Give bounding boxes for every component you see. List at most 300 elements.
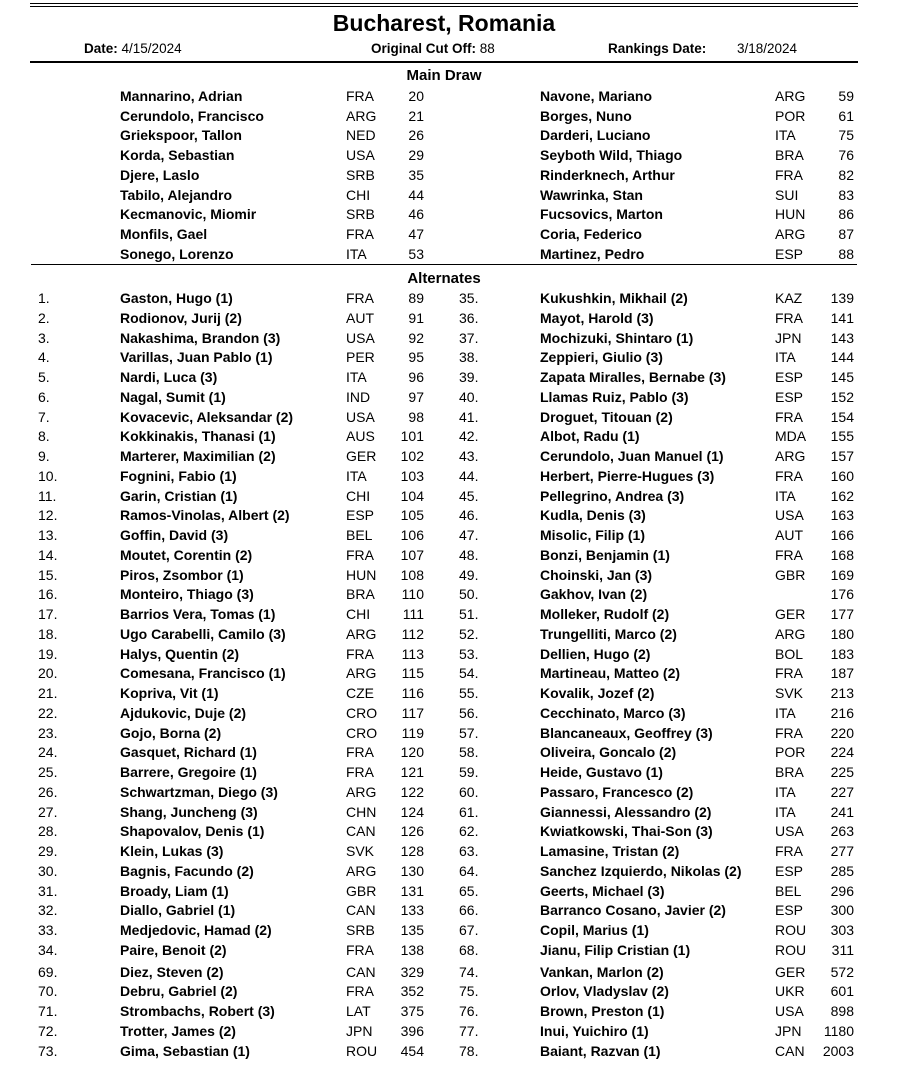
player-country: FRA — [346, 547, 374, 563]
player-name: Moutet, Corentin (2) — [120, 547, 253, 563]
alternate-number: 1. — [38, 290, 50, 306]
player-rank: 110 — [401, 586, 424, 602]
player-country: ARG — [775, 226, 806, 242]
player-rank: 183 — [830, 646, 854, 662]
player-name: Sanchez Izquierdo, Nikolas (2) — [540, 863, 742, 879]
player-rank: 213 — [830, 685, 854, 701]
player-name: Passaro, Francesco (2) — [540, 784, 694, 800]
player-name: Cerundolo, Francisco — [120, 108, 264, 124]
player-country: FRA — [346, 646, 374, 662]
player-name: Kukushkin, Mikhail (2) — [540, 290, 688, 306]
player-name: Molleker, Rudolf (2) — [540, 606, 670, 622]
player-name: Copil, Marius (1) — [540, 922, 649, 938]
player-name: Kovacevic, Aleksandar (2) — [120, 409, 294, 425]
player-rank: 141 — [830, 310, 854, 326]
player-name: Wawrinka, Stan — [540, 187, 643, 203]
player-name: Gasquet, Richard (1) — [120, 744, 257, 760]
alternate-number: 48. — [459, 547, 479, 563]
player-rank: 352 — [400, 983, 424, 999]
player-rank: 135 — [400, 922, 424, 938]
player-rank: 108 — [400, 567, 424, 583]
player-rank: 26 — [408, 127, 424, 143]
player-name: Barranco Cosano, Javier (2) — [540, 902, 726, 918]
player-name: Trotter, James (2) — [120, 1023, 236, 1039]
player-country: KAZ — [775, 290, 803, 306]
alternate-number: 11. — [38, 488, 57, 504]
player-name: Oliveira, Goncalo (2) — [540, 744, 677, 760]
player-country: FRA — [346, 764, 374, 780]
alternate-number: 74. — [459, 964, 479, 980]
player-rank: 2003 — [822, 1043, 854, 1059]
player-rank: 139 — [830, 290, 854, 306]
date-label: Date: — [84, 41, 118, 56]
alternate-number: 77. — [459, 1023, 479, 1039]
alternate-number: 56. — [459, 705, 479, 721]
player-name: Djere, Laslo — [120, 167, 200, 183]
player-rank: 91 — [408, 310, 424, 326]
player-name: Kokkinakis, Thanasi (1) — [120, 428, 276, 444]
player-rank: 169 — [830, 567, 854, 583]
player-name: Ramos-Vinolas, Albert (2) — [120, 507, 290, 523]
player-name: Choinski, Jan (3) — [540, 567, 653, 583]
alternate-number: 19. — [38, 646, 58, 662]
player-name: Trungelliti, Marco (2) — [540, 626, 677, 642]
player-country: GBR — [775, 567, 806, 583]
player-name: Albot, Radu (1) — [540, 428, 640, 444]
player-name: Orlov, Vladyslav (2) — [540, 983, 669, 999]
player-name: Varillas, Juan Pablo (1) — [120, 349, 273, 365]
player-rank: 303 — [830, 922, 854, 938]
alternate-number: 39. — [459, 369, 479, 385]
player-name: Garin, Cristian (1) — [120, 488, 238, 504]
player-name: Rinderknech, Arthur — [540, 167, 675, 183]
alternate-number: 65. — [459, 883, 479, 899]
date-value: 4/15/2024 — [121, 41, 182, 56]
player-rank: 311 — [831, 942, 854, 958]
player-rank: 216 — [830, 705, 854, 721]
alternate-number: 23. — [38, 725, 58, 741]
player-rank: 300 — [830, 902, 854, 918]
player-name: Comesana, Francisco (1) — [120, 665, 286, 681]
player-rank: 296 — [830, 883, 854, 899]
player-country: GER — [346, 448, 377, 464]
player-country: ROU — [775, 942, 807, 958]
player-country: FRA — [775, 468, 803, 484]
player-country: ARG — [346, 626, 377, 642]
player-name: Borges, Nuno — [540, 108, 632, 124]
player-rank: 111 — [402, 606, 424, 622]
player-name: Marterer, Maximilian (2) — [120, 448, 276, 464]
player-name: Heide, Gustavo (1) — [540, 764, 663, 780]
player-country: FRA — [775, 665, 803, 681]
player-rank: 285 — [830, 863, 854, 879]
player-country: FRA — [775, 310, 803, 326]
player-country: JPN — [775, 330, 802, 346]
player-name: Gojo, Borna (2) — [120, 725, 222, 741]
player-rank: 227 — [830, 784, 854, 800]
alternate-number: 78. — [459, 1043, 479, 1059]
player-rank: 103 — [400, 468, 424, 484]
alternate-number: 4. — [38, 349, 50, 365]
player-country: FRA — [775, 725, 803, 741]
player-name: Fucsovics, Marton — [540, 206, 663, 222]
player-name: Pellegrino, Andrea (3) — [540, 488, 685, 504]
top-rule — [30, 3, 858, 4]
player-rank: 138 — [400, 942, 424, 958]
player-rank: 329 — [400, 964, 424, 980]
player-rank: 145 — [830, 369, 854, 385]
player-rank: 104 — [400, 488, 424, 504]
date-field — [84, 41, 182, 56]
player-name: Ajdukovic, Duje (2) — [120, 705, 247, 721]
player-country: BEL — [346, 527, 373, 543]
player-country: ESP — [346, 507, 375, 523]
player-country: POR — [775, 744, 806, 760]
player-rank: 263 — [830, 823, 854, 839]
player-name: Tabilo, Alejandro — [120, 187, 233, 203]
player-rank: 163 — [830, 507, 854, 523]
player-name: Vankan, Marlon (2) — [540, 964, 664, 980]
alternate-number: 3. — [38, 330, 50, 346]
player-country: ITA — [775, 349, 796, 365]
player-country: ESP — [775, 902, 804, 918]
player-country: SVK — [775, 685, 804, 701]
player-name: Monfils, Gael — [120, 226, 208, 242]
player-rank: 1180 — [823, 1023, 854, 1039]
player-name: Llamas Ruiz, Pablo (3) — [540, 389, 689, 405]
player-country: IND — [346, 389, 371, 405]
player-rank: 277 — [830, 843, 854, 859]
alternate-number: 76. — [459, 1003, 479, 1019]
player-rank: 396 — [400, 1023, 424, 1039]
player-country: FRA — [346, 226, 374, 242]
player-country: CZE — [346, 685, 374, 701]
alternate-number: 30. — [38, 863, 58, 879]
player-country: FRA — [775, 843, 803, 859]
player-name: Gakhov, Ivan (2) — [540, 586, 648, 602]
player-country: SRB — [346, 206, 375, 222]
player-name: Barrere, Gregoire (1) — [120, 764, 257, 780]
player-rank: 128 — [400, 843, 424, 859]
player-country: JPN — [775, 1023, 802, 1039]
player-country: ARG — [346, 665, 377, 681]
player-country: SVK — [346, 843, 375, 859]
player-name: Mayot, Harold (3) — [540, 310, 654, 326]
player-rank: 124 — [400, 804, 424, 820]
player-country: BEL — [775, 883, 802, 899]
player-name: Ugo Carabelli, Camilo (3) — [120, 626, 286, 642]
cutoff-value: 88 — [479, 41, 495, 56]
rankings-date-value: 3/18/2024 — [737, 41, 798, 56]
alternate-number: 31. — [38, 883, 58, 899]
alternate-number: 35. — [459, 290, 479, 306]
cutoff-field — [371, 41, 495, 56]
player-name: Paire, Benoit (2) — [120, 942, 227, 958]
player-rank: 154 — [830, 409, 854, 425]
player-rank: 225 — [830, 764, 854, 780]
alternate-number: 59. — [459, 764, 479, 780]
alternate-number: 37. — [459, 330, 479, 346]
player-name: Zapata Miralles, Bernabe (3) — [540, 369, 726, 385]
player-rank: 143 — [830, 330, 854, 346]
alternate-number: 21. — [38, 685, 58, 701]
player-rank: 47 — [408, 226, 424, 242]
player-name: Cerundolo, Juan Manuel (1) — [540, 448, 724, 464]
alternate-number: 73. — [38, 1043, 58, 1059]
player-name: Griekspoor, Tallon — [120, 127, 242, 143]
player-name: Kovalik, Jozef (2) — [540, 685, 655, 701]
player-rank: 86 — [838, 206, 854, 222]
alternate-number: 17. — [38, 606, 58, 622]
alternate-number: 18. — [38, 626, 58, 642]
player-country: FRA — [346, 983, 374, 999]
player-country: ITA — [346, 246, 367, 262]
player-rank: 133 — [400, 902, 424, 918]
alternate-number: 16. — [38, 586, 58, 602]
player-name: Inui, Yuichiro (1) — [540, 1023, 649, 1039]
player-country: ESP — [775, 246, 804, 262]
player-name: Shang, Juncheng (3) — [120, 804, 258, 820]
player-name: Mannarino, Adrian — [120, 88, 243, 104]
player-country: GBR — [346, 883, 377, 899]
player-name: Martinez, Pedro — [540, 246, 645, 262]
alternate-number: 72. — [38, 1023, 58, 1039]
player-name: Darderi, Luciano — [540, 127, 651, 143]
player-rank: 166 — [830, 527, 854, 543]
player-name: Blancaneaux, Geoffrey (3) — [540, 725, 713, 741]
player-rank: 105 — [400, 507, 424, 523]
player-name: Goffin, David (3) — [120, 527, 229, 543]
alternate-number: 44. — [459, 468, 479, 484]
player-rank: 144 — [830, 349, 854, 365]
alternate-number: 68. — [459, 942, 479, 958]
alternate-number: 43. — [459, 448, 479, 464]
player-name: Geerts, Michael (3) — [540, 883, 665, 899]
player-country: USA — [775, 1003, 804, 1019]
player-name: Dellien, Hugo (2) — [540, 646, 651, 662]
player-country: CHN — [346, 804, 377, 820]
player-rank: 113 — [401, 646, 424, 662]
player-rank: 160 — [830, 468, 854, 484]
player-name: Schwartzman, Diego (3) — [120, 784, 278, 800]
top-rule-double — [30, 6, 858, 7]
alternate-number: 7. — [38, 409, 50, 425]
player-name: Kudla, Denis (3) — [540, 507, 646, 523]
player-country: AUT — [775, 527, 803, 543]
alternate-number: 36. — [459, 310, 479, 326]
player-country: AUT — [346, 310, 374, 326]
player-country: JPN — [346, 1023, 373, 1039]
player-rank: 120 — [400, 744, 424, 760]
player-rank: 59 — [838, 88, 854, 104]
main-draw-heading: Main Draw — [406, 67, 482, 84]
player-country: FRA — [346, 88, 374, 104]
alternate-number: 75. — [459, 983, 479, 999]
alternate-number: 2. — [38, 310, 50, 326]
player-country: FRA — [346, 744, 374, 760]
player-country: ARG — [346, 863, 377, 879]
player-rank: 102 — [400, 448, 424, 464]
player-rank: 157 — [830, 448, 854, 464]
player-rank: 115 — [401, 665, 424, 681]
player-rank: 89 — [408, 290, 424, 306]
player-rank: 454 — [400, 1043, 424, 1059]
player-rank: 162 — [830, 488, 854, 504]
player-rank: 83 — [838, 187, 854, 203]
player-rank: 106 — [400, 527, 424, 543]
player-name: Korda, Sebastian — [120, 147, 235, 163]
player-rank: 29 — [408, 147, 424, 163]
alternate-number: 38. — [459, 349, 479, 365]
player-country: NED — [346, 127, 376, 143]
player-rank: 76 — [838, 147, 854, 163]
player-country: ITA — [775, 488, 796, 504]
player-country: SRB — [346, 167, 375, 183]
player-rank: 375 — [400, 1003, 424, 1019]
player-country: BRA — [775, 764, 804, 780]
player-country: BRA — [346, 586, 375, 602]
player-rank: 61 — [838, 108, 854, 124]
player-rank: 95 — [408, 349, 424, 365]
player-country: ITA — [346, 468, 367, 484]
player-name: Sonego, Lorenzo — [120, 246, 234, 262]
player-country: UKR — [775, 983, 805, 999]
player-country: USA — [346, 409, 375, 425]
player-name: Herbert, Pierre-Hugues (3) — [540, 468, 715, 484]
player-country: FRA — [775, 409, 803, 425]
player-rank: 116 — [401, 685, 424, 701]
player-country: SUI — [775, 187, 799, 203]
player-country: ARG — [346, 784, 377, 800]
player-country: FRA — [775, 167, 803, 183]
player-rank: 107 — [400, 547, 424, 563]
player-name: Cecchinato, Marco (3) — [540, 705, 686, 721]
player-rank: 177 — [830, 606, 854, 622]
alternate-number: 70. — [38, 983, 58, 999]
player-country: FRA — [775, 547, 803, 563]
alternate-number: 49. — [459, 567, 479, 583]
player-name: Medjedovic, Hamad (2) — [120, 922, 272, 938]
player-country: ITA — [346, 369, 367, 385]
player-rank: 122 — [400, 784, 424, 800]
player-name: Monteiro, Thiago (3) — [120, 586, 254, 602]
player-country: CHI — [346, 187, 371, 203]
player-country: AUS — [346, 428, 375, 444]
player-country: USA — [775, 507, 804, 523]
player-rank: 152 — [830, 389, 854, 405]
alternate-number: 9. — [38, 448, 50, 464]
player-name: Kwiatkowski, Thai-Son (3) — [540, 823, 713, 839]
alternate-number: 13. — [38, 527, 58, 543]
player-name: Seyboth Wild, Thiago — [540, 147, 683, 163]
player-rank: 101 — [400, 428, 424, 444]
alternate-number: 52. — [459, 626, 479, 642]
alternate-number: 69. — [38, 964, 58, 980]
player-name: Kopriva, Vit (1) — [120, 685, 219, 701]
player-country: HUN — [346, 567, 377, 583]
alternate-number: 54. — [459, 665, 479, 681]
player-country: CHI — [346, 488, 371, 504]
player-country: LAT — [346, 1003, 371, 1019]
player-name: Debru, Gabriel (2) — [120, 983, 238, 999]
player-rank: 187 — [830, 665, 854, 681]
alternate-number: 27. — [38, 804, 58, 820]
player-name: Zeppieri, Giulio (3) — [540, 349, 663, 365]
alternate-number: 6. — [38, 389, 50, 405]
player-rank: 98 — [408, 409, 424, 425]
player-rank: 898 — [830, 1003, 854, 1019]
alternate-number: 67. — [459, 922, 479, 938]
player-rank: 20 — [408, 88, 424, 104]
player-country: CRO — [346, 705, 378, 721]
player-rank: 220 — [830, 725, 854, 741]
alternate-number: 25. — [38, 764, 58, 780]
player-rank: 176 — [830, 586, 854, 602]
player-name: Giannessi, Alessandro (2) — [540, 804, 712, 820]
player-name: Coria, Federico — [540, 226, 642, 242]
player-country: ARG — [346, 108, 377, 124]
player-name: Bagnis, Facundo (2) — [120, 863, 254, 879]
player-name: Brown, Preston (1) — [540, 1003, 665, 1019]
alternate-number: 53. — [459, 646, 479, 662]
player-name: Barrios Vera, Tomas (1) — [120, 606, 276, 622]
player-country: ITA — [775, 127, 796, 143]
player-name: Gima, Sebastian (1) — [120, 1043, 250, 1059]
player-country: ARG — [775, 626, 806, 642]
player-rank: 44 — [408, 187, 424, 203]
cutoff-label: Original Cut Off: — [371, 41, 476, 56]
alternate-number: 45. — [459, 488, 479, 504]
alternates-heading: Alternates — [407, 270, 481, 287]
player-country: ROU — [346, 1043, 378, 1059]
alternate-number: 8. — [38, 428, 50, 444]
player-country: USA — [346, 330, 375, 346]
player-country: CAN — [346, 902, 376, 918]
alternate-number: 29. — [38, 843, 58, 859]
alternate-number: 62. — [459, 823, 479, 839]
player-rank: 92 — [408, 330, 424, 346]
player-rank: 88 — [838, 246, 854, 262]
player-rank: 126 — [400, 823, 424, 839]
alternate-number: 26. — [38, 784, 58, 800]
player-name: Nagal, Sumit (1) — [120, 389, 226, 405]
player-country: CAN — [775, 1043, 805, 1059]
player-country: ROU — [775, 922, 807, 938]
player-rank: 21 — [408, 108, 424, 124]
player-country: USA — [775, 823, 804, 839]
alternate-number: 10. — [38, 468, 58, 484]
player-rank: 97 — [408, 389, 424, 405]
page-title: Bucharest, Romania — [332, 10, 556, 36]
alternate-number: 46. — [459, 507, 479, 523]
player-country: ITA — [775, 705, 796, 721]
header-divider — [30, 61, 858, 63]
player-country: CHI — [346, 606, 371, 622]
player-rank: 82 — [838, 167, 854, 183]
player-name: Navone, Mariano — [540, 88, 653, 104]
alternate-number: 55. — [459, 685, 479, 701]
alternate-number: 50. — [459, 586, 479, 602]
player-rank: 121 — [400, 764, 424, 780]
alternate-number: 57. — [459, 725, 479, 741]
player-rank: 96 — [408, 369, 424, 385]
player-country: FRA — [346, 290, 374, 306]
alternate-number: 34. — [38, 942, 58, 958]
player-name: Droguet, Titouan (2) — [540, 409, 673, 425]
player-country: CAN — [346, 823, 376, 839]
player-rank: 168 — [830, 547, 854, 563]
player-name: Kecmanovic, Miomir — [120, 206, 257, 222]
